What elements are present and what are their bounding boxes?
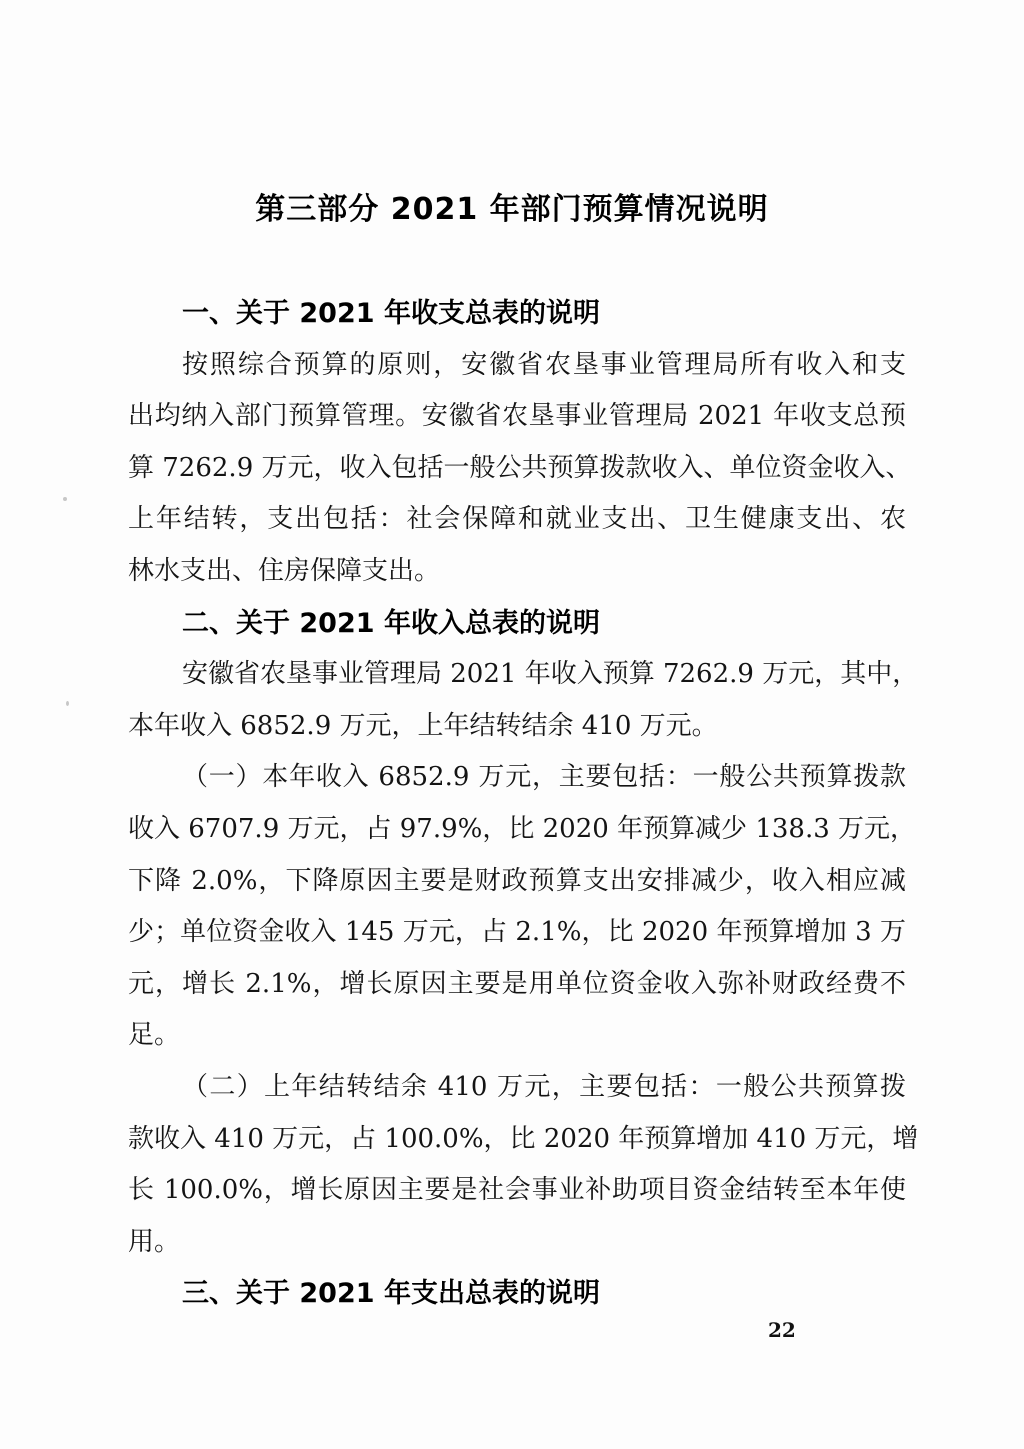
page-number: 22	[768, 1318, 796, 1342]
text-line: （一）本年收入 6852.9 万元，主要包括：一般公共预算拨款	[182, 762, 906, 793]
text-line: 按照综合预算的原则，安徽省农垦事业管理局所有收入和支	[182, 349, 906, 380]
text-line: 款收入 410 万元，占 100.0%，比 2020 年预算增加 410 万元，增	[128, 1123, 919, 1154]
text-line: 上年结转，支出包括：社会保障和就业支出、卫生健康支出、农	[128, 504, 906, 535]
section-heading-2: 二、关于 2021 年收入总表的说明	[182, 607, 600, 639]
text-line: 元，增长 2.1%，增长原因主要是用单位资金收入弥补财政经费不	[128, 968, 906, 999]
page-title: 第三部分 2021 年部门预算情况说明	[255, 192, 769, 227]
text-line: （二）上年结转结余 410 万元，主要包括：一般公共预算拨	[182, 1071, 906, 1102]
text-line: 少；单位资金收入 145 万元，占 2.1%，比 2020 年预算增加 3 万	[128, 917, 906, 948]
text-line: 算 7262.9 万元，收入包括一般公共预算拨款收入、单位资金收入、	[128, 452, 912, 483]
text-line: 用。	[128, 1226, 181, 1257]
text-line: 收入 6707.9 万元，占 97.9%，比 2020 年预算减少 138.3 万元，	[128, 813, 917, 844]
text-line: 林水支出、住房保障支出。	[128, 555, 441, 586]
text-line: 长 100.0%，增长原因主要是社会事业补助项目资金结转至本年使	[128, 1175, 906, 1206]
text-line: 安徽省农垦事业管理局 2021 年收入预算 7262.9 万元，其中，	[182, 659, 919, 690]
scan-artifact-dot	[63, 497, 67, 501]
text-line: 足。	[128, 1020, 181, 1051]
document-body	[128, 288, 919, 1320]
scan-artifact-dot	[66, 701, 69, 706]
text-line: 出均纳入部门预算管理。安徽省农垦事业管理局 2021 年收支总预	[128, 401, 906, 432]
section-heading-3: 三、关于 2021 年支出总表的说明	[182, 1278, 600, 1310]
section-heading-1: 一、关于 2021 年收支总表的说明	[182, 298, 600, 329]
text-line: 下降 2.0%，下降原因主要是财政预算支出安排减少，收入相应减	[128, 865, 906, 896]
text-line: 本年收入 6852.9 万元，上年结转结余 410 万元。	[128, 710, 718, 741]
